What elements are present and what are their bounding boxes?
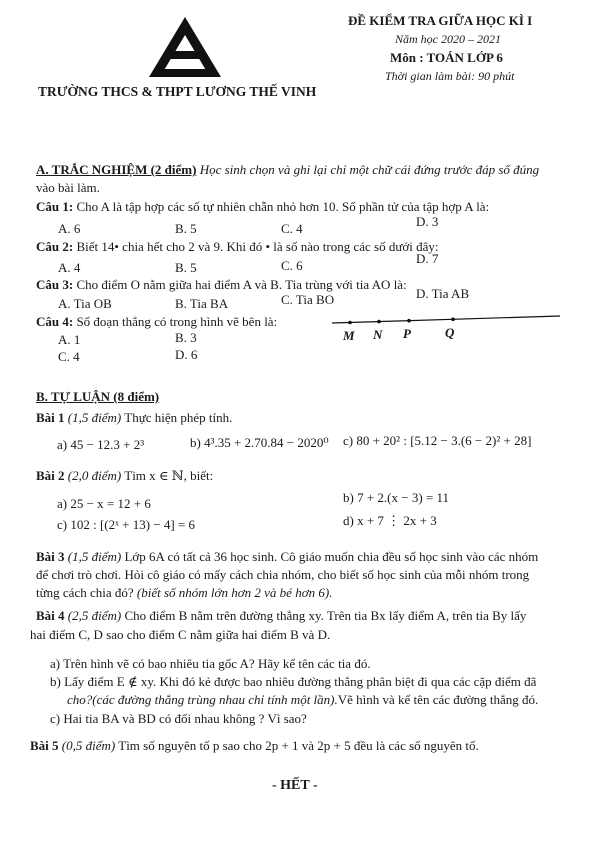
q3-option-d: D. Tia AB: [416, 286, 470, 301]
q4-option-a: A. 1: [58, 332, 81, 347]
bai-1-b: b) 4³.35 + 2.70.84 − 2020⁰: [190, 435, 329, 450]
school-year: Năm học 2020 – 2021: [395, 32, 501, 46]
bai-3-text-3: từng cách chia đó?: [36, 585, 134, 600]
q4-line: [332, 316, 560, 323]
bai-3-label: Bài 3: [36, 549, 65, 564]
bai-3-line-1: [36, 549, 538, 565]
bai-3-note: (biết số nhóm lớn hơn 2 và bé hơn 6).: [136, 585, 333, 600]
q2-option-b: B. 5: [175, 260, 197, 275]
q2-option-d: D. 7: [416, 251, 439, 266]
school-name: TRƯỜNG THCS & THPT LƯƠNG THẾ VINH: [38, 84, 317, 99]
bai-4-points: (2,5 điểm): [67, 608, 122, 623]
bai-3-text-1: Lớp 6A có tất cả 36 học sinh. Cô giáo muốn chia đều số học sinh vào các nhóm: [124, 549, 539, 564]
bai-2-d: d) x + 7 ⋮ 2x + 3: [343, 513, 437, 528]
bai-1-a: a) 45 − 12.3 + 2³: [57, 437, 145, 452]
bai-2-heading: [36, 468, 213, 484]
bai-5-points: (0,5 điểm): [61, 738, 116, 753]
q3-option-b: B. Tia BA: [175, 296, 229, 311]
q4-option-c: C. 4: [58, 349, 80, 364]
q2-option-c: C. 6: [281, 258, 303, 273]
bai-4-line-2: hai điểm C, D sao cho điểm C nằm giữa hai điểm B và D.: [30, 627, 331, 642]
bai-3-points: (1,5 điểm): [67, 549, 122, 564]
point-q-label: Q: [445, 325, 455, 340]
question-3: [36, 277, 407, 293]
question-1-text: Cho A là tập hợp các số tự nhiên chẵn nhỏ hơn 10. Số phần tử của tập hợp A là:: [76, 199, 490, 214]
question-4-text: Số đoạn thẳng có trong hình vẽ bên là:: [76, 314, 278, 329]
bai-1-text: Thực hiện phép tính.: [124, 410, 233, 425]
point-n-dot: [377, 320, 381, 324]
q2-option-a: A. 4: [58, 260, 81, 275]
question-2: [36, 239, 438, 255]
bai-1-points: (1,5 điểm): [67, 410, 122, 425]
subject: Môn : TOÁN LỚP 6: [390, 50, 503, 65]
bai-5: [30, 738, 479, 754]
duration: Thời gian làm bài: 90 phút: [385, 69, 515, 83]
q4-option-d: D. 6: [175, 347, 198, 362]
q4-option-b: B. 3: [175, 330, 197, 345]
q3-option-c: C. Tia BO: [281, 292, 335, 307]
end-marker: - HẾT -: [272, 778, 318, 793]
bai-4-b-2: [67, 692, 538, 708]
point-p-label: P: [403, 326, 411, 341]
q1-option-d: D. 3: [416, 214, 439, 229]
question-1: [36, 199, 489, 215]
q1-option-c: C. 4: [281, 221, 303, 236]
question-3-label: Câu 3:: [36, 277, 74, 292]
point-q-dot: [451, 318, 455, 322]
bai-2-c: c) 102 : [(2ˣ + 13) − 4] = 6: [57, 517, 196, 532]
point-p-dot: [407, 319, 411, 323]
bai-5-label: Bài 5: [30, 738, 59, 753]
school-triangle-logo-icon: [143, 15, 227, 83]
bai-1-c: c) 80 + 20² : [5.12 − 3.(6 − 2)² + 28]: [343, 433, 532, 448]
q1-option-b: B. 5: [175, 221, 197, 236]
q4-line-figure: [328, 306, 564, 346]
question-2-label: Câu 2:: [36, 239, 74, 254]
bai-1-label: Bài 1: [36, 410, 65, 425]
bai-4-c: c) Hai tia BA và BD có đối nhau không ? Vì sao?: [50, 711, 307, 726]
bai-4-text-1: Cho điểm B nằm trên đường thẳng xy. Trên tia Bx lấy điểm A, trên tia By lấy: [124, 608, 527, 623]
bai-4-b-2-italic: cho?(các đường thẳng trùng nhau chỉ tính một lần).: [67, 692, 338, 707]
point-m-dot: [348, 321, 352, 325]
section-a-title: A. TRẮC NGHIỆM (2 điểm): [36, 162, 197, 177]
bai-2-label: Bài 2: [36, 468, 65, 483]
point-m-label: M: [343, 328, 355, 343]
bai-2-a: a) 25 − x = 12 + 6: [57, 496, 151, 511]
exam-title: ĐỀ KIỂM TRA GIỮA HỌC KÌ I: [348, 13, 533, 28]
section-a-instruction: Học sinh chọn và ghi lại chỉ một chữ cái đứng trước đáp số đúng: [199, 162, 540, 177]
bai-2-b: b) 7 + 2.(x − 3) = 11: [343, 490, 449, 505]
bai-5-text: Tìm số nguyên tố p sao cho 2p + 1 và 2p + 5 đều là các số nguyên tố.: [118, 738, 479, 753]
question-3-text: Cho điểm O nằm giữa hai điểm A và B. Tia trùng với tia AO là:: [76, 277, 407, 292]
q3-option-a: A. Tia OB: [58, 296, 112, 311]
bai-4-label: Bài 4: [36, 608, 65, 623]
bai-3-line-3: [36, 585, 332, 601]
section-b-title: B. TỰ LUẬN (8 điểm): [36, 389, 160, 404]
q1-option-a: A. 6: [58, 221, 81, 236]
bai-4-line-1: [36, 608, 526, 624]
bai-1-heading: [36, 410, 232, 426]
bai-4-b-2-rest: Vẽ hình và kể tên các đường thẳng đó.: [337, 692, 539, 707]
section-a-heading: [36, 162, 539, 178]
question-4-label: Câu 4:: [36, 314, 74, 329]
question-4: [36, 314, 277, 330]
bai-3-line-2: để chơi trò chơi. Hỏi cô giáo có mấy cách chia nhóm, cho biết số học sinh của mỗi nhóm trong: [36, 567, 530, 582]
question-2-text: Biết 14• chia hết cho 2 và 9. Khi đó • là số nào trong các số dưới đây:: [76, 239, 439, 254]
bai-2-text: Tìm x ∈ ℕ, biết:: [124, 468, 214, 483]
question-1-label: Câu 1:: [36, 199, 74, 214]
school-logo: [143, 15, 227, 83]
bai-4-b-1: b) Lấy điểm E ∉ xy. Khi đó kẻ được bao nhiêu đường thẳng phân biệt đi qua các cặp điểm đã: [50, 674, 537, 689]
point-n-label: N: [373, 327, 383, 342]
section-a-instruction-cont: vào bài làm.: [36, 180, 100, 195]
bai-2-points: (2,0 điểm): [67, 468, 122, 483]
bai-4-a: a) Trên hình vẽ có bao nhiêu tia gốc A? Hãy kể tên các tia đó.: [50, 656, 371, 671]
